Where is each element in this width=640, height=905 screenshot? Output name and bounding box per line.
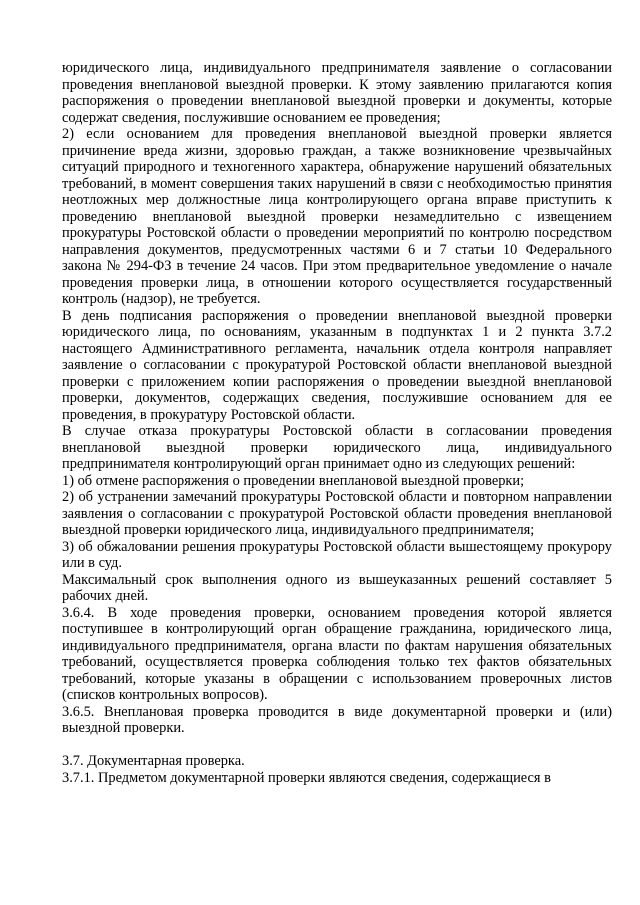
paragraph: Максимальный срок выполнения одного из вышеуказанных решений составляет 5 рабочих дней.	[62, 571, 612, 604]
paragraph: 2) об устранении замечаний прокуратуры Ростовской области и повторном направлении заявления о согласовании с прокуратурой Ростовской области проведения внеплановой выездной проверки юридического лица, индивидуального предпринимателя;	[62, 489, 612, 538]
paragraph: 1) об отмене распоряжения о проведении внеплановой выездной проверки;	[62, 472, 525, 489]
paragraph: 3.6.5. Внеплановая проверка проводится в виде документарной проверки и (или) выездной проверки.	[62, 703, 612, 736]
paragraph: 3.6.4. В ходе проведения проверки, основанием проведения которой является поступившее в контролирующий орган обращение гражданина, юридического лица, индивидуального предпринимателя, органа власти по фактам нарушения обязательных требований, осуществляется проверка соблюдения только тех фактов обязательных требований, которые указаны в обращении с использованием проверочных листов (списков контрольных вопросов).	[62, 604, 612, 703]
paragraph: юридического лица, индивидуального предпринимателя заявление о согласовании проведения внеплановой выездной проверки. К этому заявлению прилагаются копия распоряжения о проведении внеплановой выездной проверки и документы, которые содержат сведения, послужившие основанием ее проведения;	[62, 60, 612, 126]
paragraph: 3) об обжаловании решения прокуратуры Ростовской области вышестоящему прокурору или в суд.	[62, 538, 612, 571]
paragraph: В случае отказа прокуратуры Ростовской области в согласовании проведения внеплановой выездной проверки юридического лица, индивидуального предпринимателя контролирующий орган принимает одно из следующих решений:	[62, 423, 612, 472]
paragraph: В день подписания распоряжения о проведении внеплановой выездной проверки юридического лица, по основаниям, указанным в подпунктах 1 и 2 пункта 3.7.2 настоящего Административного регламента, начальник отдела контроля направляет заявление о согласовании с прокуратурой Ростовской области внеплановой выездной проверки с приложением копии распоряжения о проведении выездной внеплановой проверки, документов, содержащих сведения, послужившие основанием для ее проведения, в прокуратуру Ростовской области.	[62, 307, 612, 423]
paragraph: 3.7.1. Предметом документарной проверки являются сведения, содержащиеся в	[62, 769, 551, 786]
section-spacer	[62, 737, 612, 754]
paragraph: 2) если основанием для проведения внеплановой выездной проверки является причинение вреда жизни, здоровью граждан, а также возникновение чрезвычайных ситуаций природного и техногенного характера, обнаружение нарушений обязательных требований, в момент совершения таких нарушений в связи с необходимостью принятия неотложных мер должностные лица контролирующего органа вправе приступить к проведению внеплановой выездной проверки незамедлительно с извещением прокуратуры Ростовской области о проведении мероприятий по контролю посредством направления документов, предусмотренных частями 6 и 7 статьи 10 Федерального закона № 294-ФЗ в течение 24 часов. При этом предварительное уведомление о начале проведения проверки лица, в отношении которого осуществляется государственный контроль (надзор), не требуется.	[62, 126, 612, 307]
document-page	[62, 60, 612, 786]
section-heading: 3.7. Документарная проверка.	[62, 753, 245, 769]
